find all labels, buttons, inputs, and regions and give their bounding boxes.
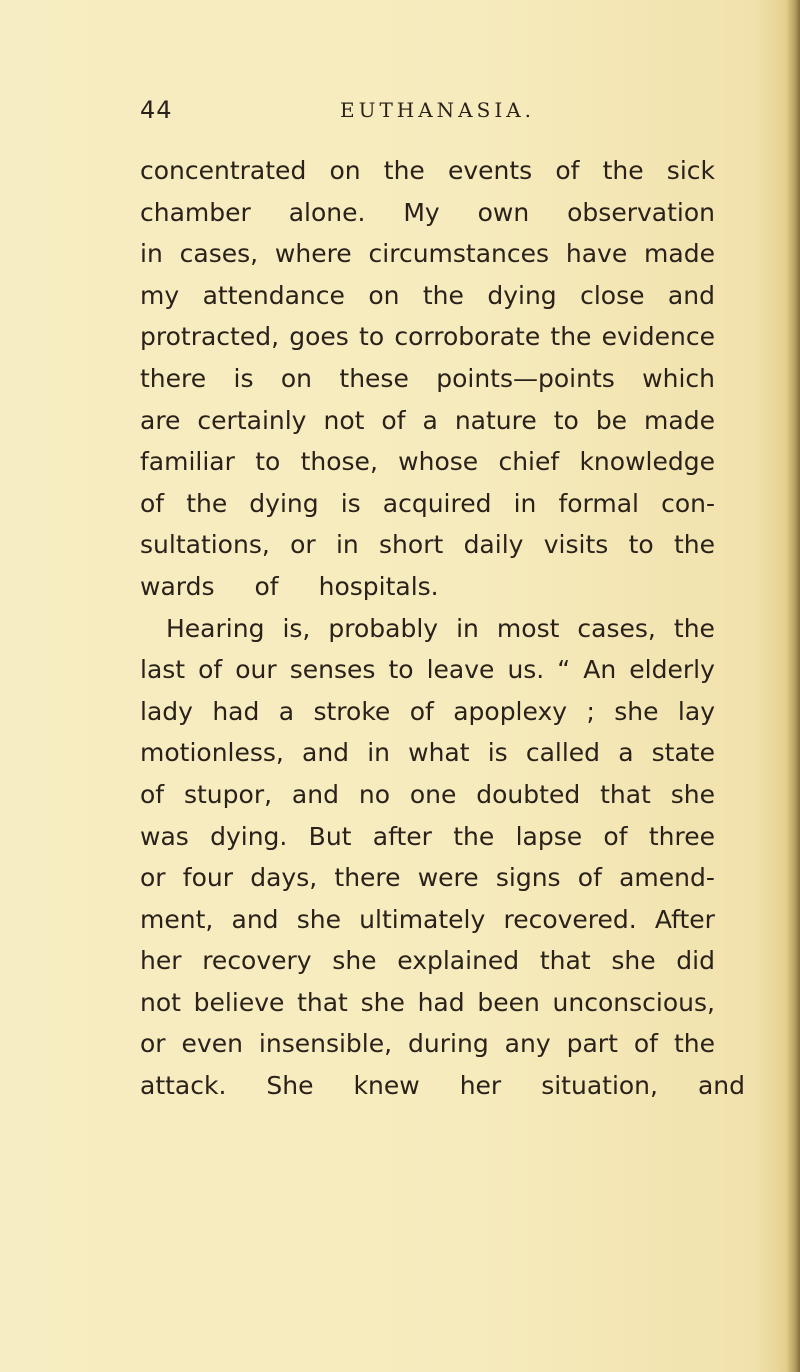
text-line: concentrated on the events of the sick (140, 156, 715, 185)
text-line: wards of hospitals. (140, 571, 439, 601)
text-line: her recovery she explained that she did (140, 946, 715, 976)
text-line: ment, and she ultimately recovered. After (140, 904, 715, 934)
text-line: attack. She knew her situation, and (140, 1071, 746, 1101)
page-edge-shadow (786, 0, 800, 1372)
text-line: lady had a stroke of apoplexy ; she lay (140, 696, 715, 726)
text-line: not believe that she had been unconscious, (140, 987, 715, 1017)
running-title: EUTHANASIA. (340, 98, 536, 122)
body-text (140, 150, 746, 1107)
text-line: chamber alone. My own observation (140, 197, 715, 227)
text-line: motionless, and in what is called a state (140, 738, 715, 768)
text-line: or four days, there were signs of amend- (140, 863, 715, 893)
text-line: protracted, goes to corroborate the evidence (140, 322, 715, 352)
page-number: 44 (140, 96, 173, 124)
text-line: sultations, or in short daily visits to the (140, 530, 715, 560)
text-line: there is on these points—points which (140, 363, 715, 393)
text-line: familiar to those, whose chief knowledge (140, 447, 715, 477)
running-head (140, 96, 700, 136)
text-line: are certainly not of a nature to be made (140, 405, 715, 435)
text-line: of the dying is acquired in formal con- (140, 488, 715, 518)
text-line: in cases, where circumstances have made (140, 239, 715, 269)
text-line: last of our senses to leave us. “ An elderly (140, 655, 715, 685)
text-line: Hearing is, probably in most cases, the (166, 613, 715, 643)
text-line: my attendance on the dying close and (140, 280, 715, 310)
text-line: of stupor, and no one doubted that she (140, 779, 715, 809)
text-line: was dying. But after the lapse of three (140, 821, 715, 851)
text-line: or even insensible, during any part of the (140, 1029, 715, 1059)
